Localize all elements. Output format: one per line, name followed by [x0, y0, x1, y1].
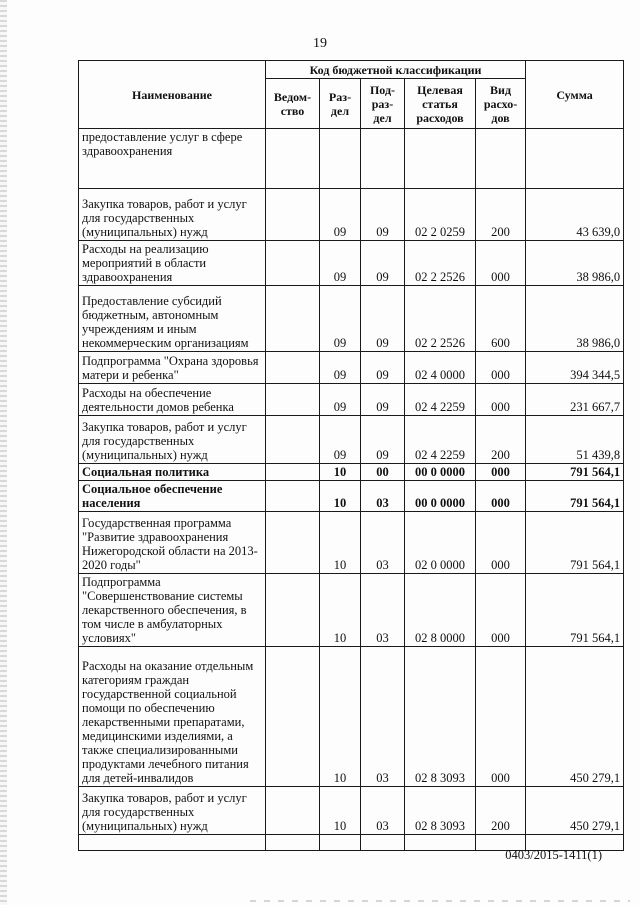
row-expense-type-cell: 000	[476, 574, 526, 647]
header-expense-type: Вид расхо-дов	[476, 79, 526, 129]
table-row	[79, 787, 624, 835]
table-row	[79, 384, 624, 416]
row-target-article-cell: 02 4 2259	[405, 416, 476, 464]
row-expense-type-cell: 200	[476, 416, 526, 464]
row-sum-cell: 51 439,8	[526, 416, 624, 464]
row-sum-cell: 450 279,1	[526, 787, 624, 835]
table-row	[79, 189, 624, 241]
row-name-cell: Предоставление субсидий бюджетным, автономным учреждениям и иным некоммерческим организациям	[79, 286, 266, 352]
row-razdel-cell: 10	[320, 464, 361, 481]
row-vedomstvo-cell	[266, 647, 320, 787]
row-target-article-cell: 02 2 2526	[405, 241, 476, 286]
row-target-article-cell: 02 4 0000	[405, 352, 476, 384]
row-sum-cell: 791 564,1	[526, 464, 624, 481]
row-sum-cell: 38 986,0	[526, 241, 624, 286]
row-sum-cell: 43 639,0	[526, 189, 624, 241]
row-expense-type-cell: 000	[476, 647, 526, 787]
row-name-cell: Расходы на обеспечение деятельности домов ребенка	[79, 384, 266, 416]
row-expense-type-cell: 200	[476, 189, 526, 241]
row-razdel-cell	[320, 835, 361, 851]
row-vedomstvo-cell	[266, 481, 320, 512]
row-podrazdel-cell: 09	[361, 416, 405, 464]
row-podrazdel-cell	[361, 835, 405, 851]
row-podrazdel-cell: 09	[361, 189, 405, 241]
row-vedomstvo-cell	[266, 464, 320, 481]
row-razdel-cell: 09	[320, 384, 361, 416]
budget-table	[78, 60, 624, 851]
scan-edge-artifact	[0, 0, 7, 905]
row-name-cell: Расходы на оказание отдельным категориям граждан государственной социальной помощи по обеспечению лекарственными препаратами, медицинскими изделиями, а также специализированными продуктами лечебного питания для детей-инвалидов	[79, 647, 266, 787]
scan-bottom-artifact	[250, 900, 630, 902]
row-sum-cell	[526, 129, 624, 189]
row-podrazdel-cell: 03	[361, 512, 405, 574]
row-target-article-cell: 02 0 0000	[405, 512, 476, 574]
row-razdel-cell	[320, 129, 361, 189]
row-name-cell: Закупка товаров, работ и услуг для государственных (муниципальных) нужд	[79, 416, 266, 464]
row-vedomstvo-cell	[266, 241, 320, 286]
row-podrazdel-cell: 00	[361, 464, 405, 481]
row-podrazdel-cell: 03	[361, 574, 405, 647]
header-target-article: Целевая статья расходов	[405, 79, 476, 129]
row-expense-type-cell: 000	[476, 241, 526, 286]
header-sum: Сумма	[526, 61, 624, 129]
row-podrazdel-cell: 03	[361, 787, 405, 835]
row-name-cell: Социальная политика	[79, 464, 266, 481]
row-sum-cell: 231 667,7	[526, 384, 624, 416]
row-name-cell: Закупка товаров, работ и услуг для государственных (муниципальных) нужд	[79, 189, 266, 241]
row-expense-type-cell: 000	[476, 384, 526, 416]
row-name-cell: Подпрограмма "Охрана здоровья матери и ребенка"	[79, 352, 266, 384]
row-razdel-cell: 09	[320, 286, 361, 352]
row-target-article-cell	[405, 835, 476, 851]
row-vedomstvo-cell	[266, 416, 320, 464]
table-row	[79, 647, 624, 787]
row-target-article-cell: 02 2 2526	[405, 286, 476, 352]
table-row	[79, 574, 624, 647]
row-target-article-cell: 02 4 2259	[405, 384, 476, 416]
row-target-article-cell: 02 8 3093	[405, 647, 476, 787]
row-razdel-cell: 10	[320, 574, 361, 647]
row-sum-cell: 394 344,5	[526, 352, 624, 384]
page-number: 19	[313, 36, 327, 51]
row-podrazdel-cell: 03	[361, 647, 405, 787]
row-target-article-cell: 00 0 0000	[405, 481, 476, 512]
table-body	[79, 129, 624, 851]
row-target-article-cell: 02 2 0259	[405, 189, 476, 241]
table-row	[79, 241, 624, 286]
table-row	[79, 286, 624, 352]
row-podrazdel-cell: 09	[361, 286, 405, 352]
row-name-cell: Государственная программа "Развитие здравоохранения Нижегородской области на 2013-2020 годы"	[79, 512, 266, 574]
row-sum-cell: 450 279,1	[526, 647, 624, 787]
row-razdel-cell: 09	[320, 352, 361, 384]
row-target-article-cell: 02 8 0000	[405, 574, 476, 647]
table-row	[79, 481, 624, 512]
row-expense-type-cell: 000	[476, 481, 526, 512]
row-expense-type-cell	[476, 129, 526, 189]
row-name-cell: Закупка товаров, работ и услуг для государственных (муниципальных) нужд	[79, 787, 266, 835]
row-podrazdel-cell: 09	[361, 384, 405, 416]
row-name-cell: Расходы на реализацию мероприятий в области здравоохранения	[79, 241, 266, 286]
row-vedomstvo-cell	[266, 787, 320, 835]
row-razdel-cell: 09	[320, 241, 361, 286]
row-name-cell: Социальное обеспечение населения	[79, 481, 266, 512]
row-expense-type-cell: 200	[476, 787, 526, 835]
row-podrazdel-cell: 09	[361, 352, 405, 384]
row-vedomstvo-cell	[266, 189, 320, 241]
header-classification-group: Код бюджетной классификации	[266, 61, 526, 79]
table-row	[79, 352, 624, 384]
row-sum-cell: 791 564,1	[526, 481, 624, 512]
row-vedomstvo-cell	[266, 286, 320, 352]
row-razdel-cell: 09	[320, 189, 361, 241]
row-vedomstvo-cell	[266, 574, 320, 647]
header-podrazdel: Под-раз-дел	[361, 79, 405, 129]
row-podrazdel-cell: 09	[361, 241, 405, 286]
row-name-cell: Подпрограмма "Совершенствование системы лекарственного обеспечения, в том числе в амбулаторных условиях"	[79, 574, 266, 647]
row-razdel-cell: 10	[320, 787, 361, 835]
row-target-article-cell	[405, 129, 476, 189]
row-razdel-cell: 10	[320, 481, 361, 512]
row-vedomstvo-cell	[266, 384, 320, 416]
row-name-cell	[79, 835, 266, 851]
header-name: Наименование	[79, 61, 266, 129]
row-razdel-cell: 10	[320, 647, 361, 787]
row-vedomstvo-cell	[266, 512, 320, 574]
row-vedomstvo-cell	[266, 835, 320, 851]
header-razdel: Раз-дел	[320, 79, 361, 129]
row-expense-type-cell: 000	[476, 352, 526, 384]
table-row	[79, 464, 624, 481]
document-code: 0403/2015-1411(1)	[505, 848, 602, 862]
row-podrazdel-cell: 03	[361, 481, 405, 512]
row-podrazdel-cell	[361, 129, 405, 189]
row-expense-type-cell: 600	[476, 286, 526, 352]
row-target-article-cell: 00 0 0000	[405, 464, 476, 481]
row-vedomstvo-cell	[266, 352, 320, 384]
row-razdel-cell: 09	[320, 416, 361, 464]
row-sum-cell: 791 564,1	[526, 574, 624, 647]
table-row	[79, 416, 624, 464]
header-vedomstvo: Ведом-ство	[266, 79, 320, 129]
row-sum-cell: 38 986,0	[526, 286, 624, 352]
row-expense-type-cell: 000	[476, 464, 526, 481]
table-row	[79, 129, 624, 189]
row-razdel-cell: 10	[320, 512, 361, 574]
row-expense-type-cell: 000	[476, 512, 526, 574]
row-name-cell: предоставление услуг в сфере здравоохранения	[79, 129, 266, 189]
row-sum-cell: 791 564,1	[526, 512, 624, 574]
table-row	[79, 512, 624, 574]
row-target-article-cell: 02 8 3093	[405, 787, 476, 835]
row-vedomstvo-cell	[266, 129, 320, 189]
